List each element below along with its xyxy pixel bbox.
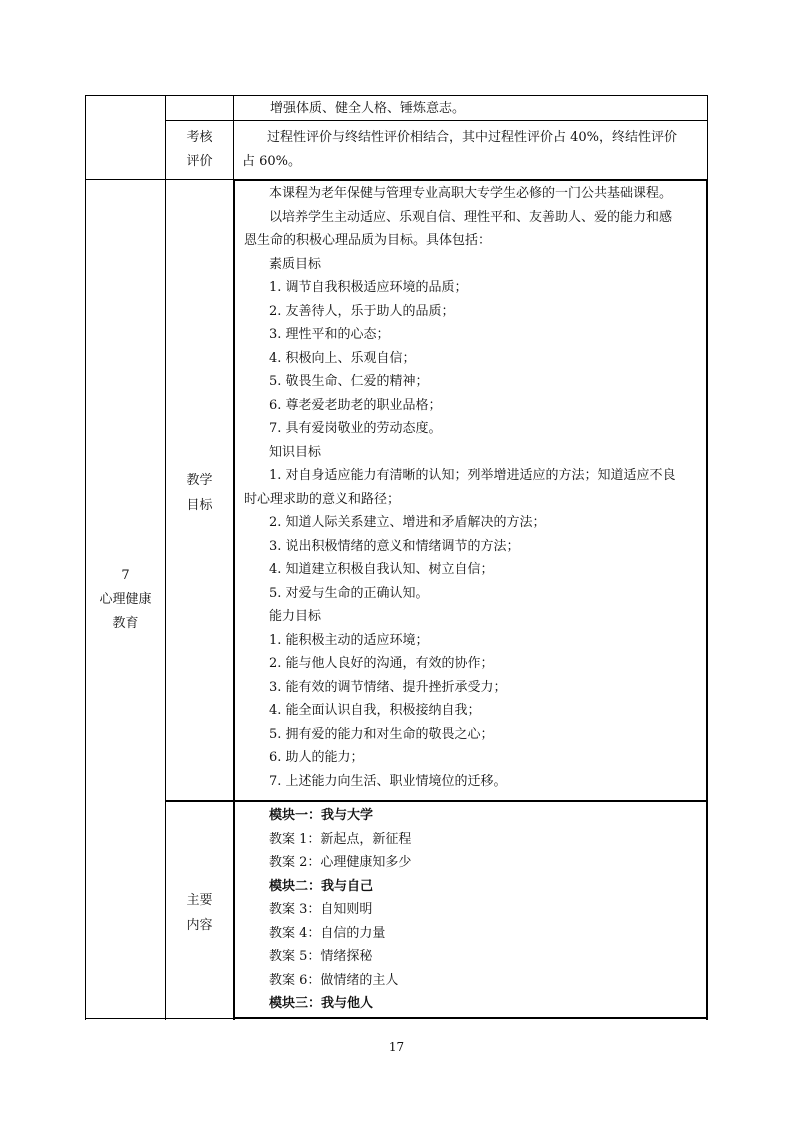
assessment-text [242, 126, 677, 173]
objective-line: 4. 知道建立积极自我认知、树立自信； [269, 562, 494, 577]
objective-line: 素质目标 [269, 256, 322, 272]
lesson-item: 教案 6：做情绪的主人 [269, 972, 399, 988]
objective-line: 2. 友善待人，乐于助人的品质； [269, 303, 455, 319]
lesson-item: 教案 3：自知则明 [269, 902, 373, 917]
objectives-label [166, 468, 233, 518]
table-border-bottom-thick [233, 1017, 708, 1019]
objective-line: 5. 对爱与生命的正确认知。 [269, 585, 429, 601]
objective-line: 4. 积极向上、乐观自信； [269, 350, 416, 366]
course-name-cell [86, 564, 165, 636]
objective-line: 知识目标 [269, 444, 322, 460]
table-border-right-thick [706, 180, 708, 1020]
objective-line: 时心理求助的意义和路径； [244, 491, 401, 507]
objective-line: 2. 知道人际关系建立、增进和矛盾解决的方法； [269, 515, 546, 530]
table-border-right [707, 95, 708, 180]
objective-line: 恩生命的积极心理品质为目标。具体包括： [244, 233, 492, 248]
assessment-label-line2: 评价 [186, 153, 213, 169]
module-heading: 模块二：我与自己 [269, 878, 374, 894]
main-content-label-line2: 内容 [186, 918, 213, 933]
objective-line: 以培养学生主动适应、乐观自信、理性平和、友善助人、爱的能力和感 [269, 209, 673, 225]
objective-line: 3. 说出积极情绪的意义和情绪调节的方法； [269, 538, 520, 554]
table-border-top [85, 95, 708, 96]
module-heading: 模块三：我与他人 [269, 996, 374, 1011]
course-number: 7 [121, 568, 130, 583]
module-heading: 模块一：我与大学 [269, 808, 374, 823]
lesson-item: 教案 5：情绪探秘 [269, 949, 373, 964]
lesson-item: 教案 2：心理健康知多少 [269, 855, 412, 870]
objective-line: 能力目标 [269, 609, 322, 624]
objective-line: 7. 具有爱岗敬业的劳动态度。 [269, 421, 442, 436]
objective-line: 本课程为老年保健与管理专业高职大专学生必修的一门公共基础课程。 [269, 186, 673, 201]
objective-line: 7. 上述能力向生活、职业情境位的迁移。 [269, 773, 507, 789]
objective-line: 5. 敬畏生命、仁爱的精神； [269, 374, 429, 389]
objective-line: 4. 能全面认识自我，积极接纳自我； [269, 703, 481, 718]
assessment-label [166, 126, 233, 173]
assessment-text-line2: 占 60%。 [242, 153, 302, 169]
objective-line: 3. 能有效的调节情绪、提升挫折承受力； [269, 679, 507, 695]
assessment-label-line1: 考核 [186, 130, 213, 145]
objectives-label-line2: 目标 [186, 498, 213, 513]
course-name-line1: 心理健康 [99, 592, 152, 607]
objectives-label-line1: 教学 [186, 473, 213, 488]
table-row-divider-3 [165, 800, 708, 802]
table-border-left [85, 95, 86, 1020]
objective-line: 3. 理性平和的心态； [269, 327, 390, 342]
course-name-line2: 教育 [112, 616, 139, 631]
objective-line: 5. 拥有爱的能力和对生命的敬畏之心； [269, 726, 494, 742]
assessment-text-line1: 过程性评价与终结性评价相结合，其中过程性评价占 40%，终结性评价 [267, 130, 678, 145]
objective-line: 6. 助人的能力； [269, 750, 364, 765]
main-content-label-line1: 主要 [186, 893, 213, 908]
table-row-divider-2-thick [233, 179, 708, 181]
objective-line: 1. 能积极主动的适应环境； [269, 632, 429, 648]
main-content-label [166, 888, 233, 938]
objective-line: 1. 对自身适应能力有清晰的认知；列举增进适应的方法；知道适应不良 [269, 468, 676, 483]
page-number: 17 [388, 1040, 405, 1054]
continued-content-text: 增强体质、健全人格、锤炼意志。 [270, 101, 466, 116]
objective-line: 6. 尊老爱老助老的职业品格； [269, 397, 442, 413]
table-border-col3-thick [233, 180, 235, 1020]
objectives-content [244, 182, 676, 793]
table-border-col3 [233, 95, 234, 180]
lesson-item: 教案 1：新起点，新征程 [269, 831, 412, 847]
main-content-list [269, 804, 411, 1016]
lesson-item: 教案 4：自信的力量 [269, 925, 386, 941]
objective-line: 2. 能与他人良好的沟通，有效的协作； [269, 656, 494, 671]
table-border-col2 [165, 95, 166, 1020]
objective-line: 1. 调节自我积极适应环境的品质； [269, 280, 468, 295]
